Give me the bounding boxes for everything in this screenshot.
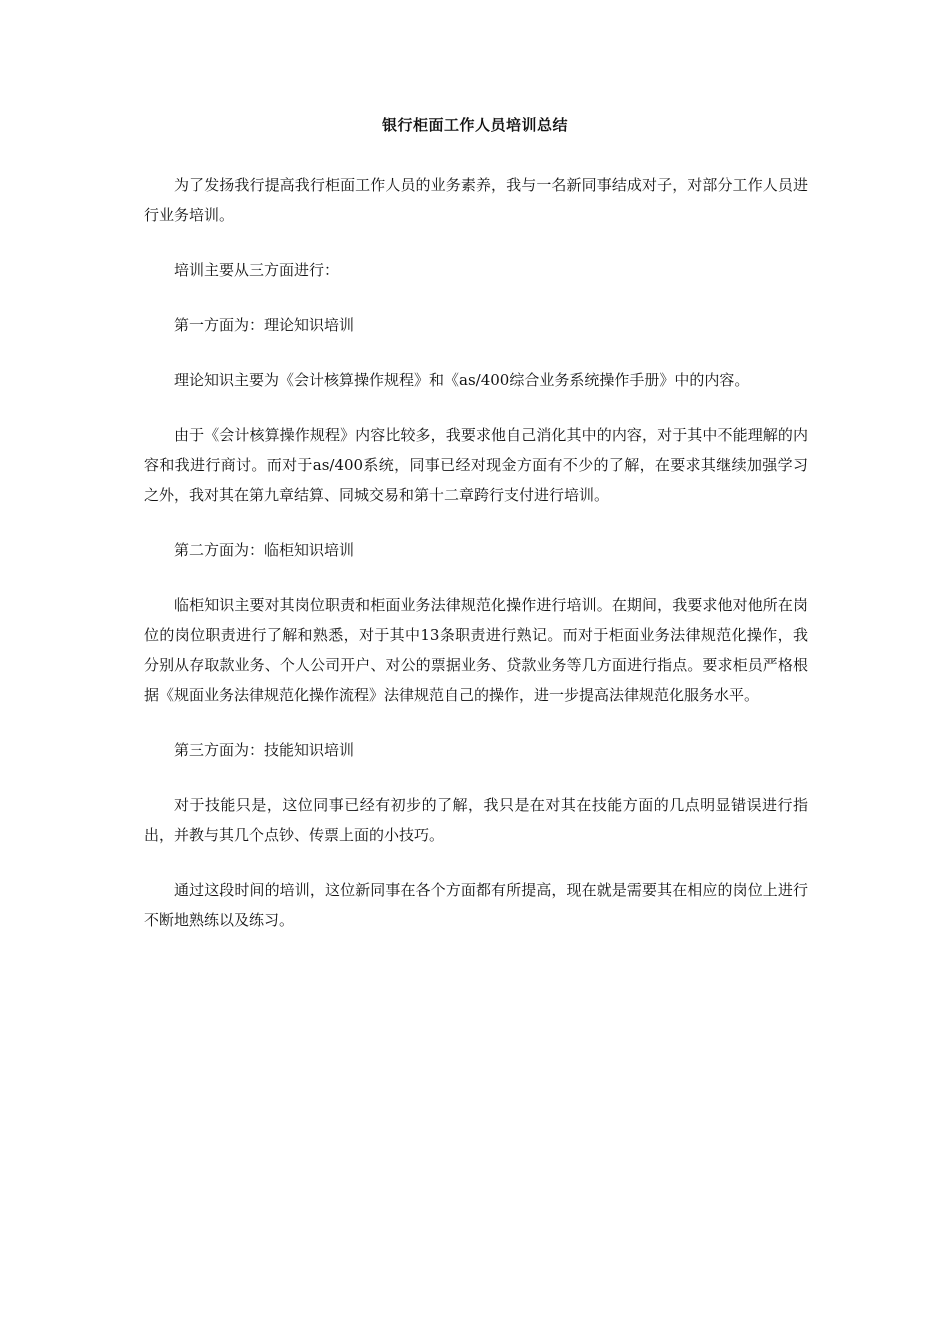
paragraph-counter-detail: 临柜知识主要对其岗位职责和柜面业务法律规范化操作进行培训。在期间，我要求他对他所在岗位的岗位职责进行了解和熟悉，对于其中13条职责进行熟记。而对于柜面业务法律规范化操作，我分别从存取款业务、个人公司开户、对公的票据业务、贷款业务等几方面进行指点。要求柜员严格根据《规面业务法律规范化操作流程》法律规范自己的操作，进一步提高法律规范化服务水平。	[144, 596, 808, 704]
paragraph-intro: 为了发扬我行提高我行柜面工作人员的业务素养，我与一名新同事结成对子，对部分工作人员进行业务培训。	[144, 176, 808, 224]
paragraph-conclusion: 通过这段时间的培训，这位新同事在各个方面都有所提高，现在就是需要其在相应的岗位上进行不断地熟练以及练习。	[144, 881, 808, 929]
paragraph-theory-content: 理论知识主要为《会计核算操作规程》和《as/400综合业务系统操作手册》中的内容。	[174, 371, 750, 389]
paragraph-theory-detail: 由于《会计核算操作规程》内容比较多，我要求他自己消化其中的内容，对于其中不能理解的内容和我进行商讨。而对于as/400系统，同事已经对现金方面有不少的了解，在要求其继续加强学习之外，我对其在第九章结算、同城交易和第十二章跨行支付进行培训。	[144, 426, 808, 504]
document-body	[144, 170, 808, 960]
paragraph-overview: 培训主要从三方面进行：	[174, 261, 340, 279]
paragraph-skills-detail: 对于技能只是，这位同事已经有初步的了解，我只是在对其在技能方面的几点明显错误进行指出，并教与其几个点钞、传票上面的小技巧。	[144, 796, 808, 844]
section-heading-skills: 第三方面为：技能知识培训	[174, 741, 355, 759]
section-heading-counter: 第二方面为：临柜知识培训	[174, 541, 355, 559]
document-title: 银行柜面工作人员培训总结	[381, 116, 568, 134]
section-heading-theory: 第一方面为：理论知识培训	[174, 316, 355, 334]
